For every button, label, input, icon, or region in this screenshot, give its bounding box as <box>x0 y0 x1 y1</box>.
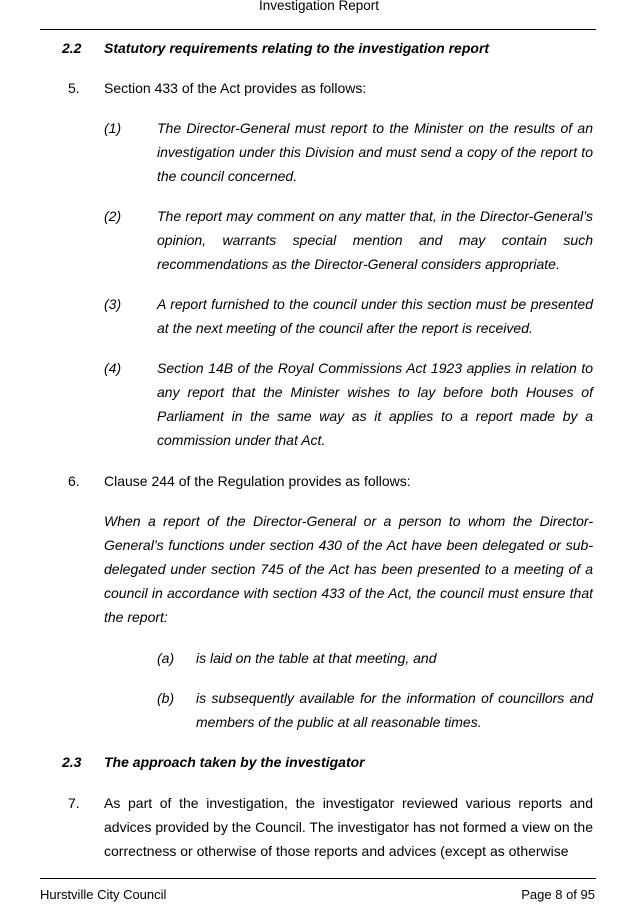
quoted-clause: When a report of the Director-General or a person to whom the Director-General’s functions under section 430 of the Act have been delegated or sub-delegated under section 745 of the Act has been presented to a meeting of a council in accordance with section 433 of the Act, the council must ensure that the report: <box>104 513 593 625</box>
section-heading: Statutory requirements relating to the investigation report <box>104 40 490 56</box>
header-rule <box>40 29 596 30</box>
sub-item-text: The Director-General must report to the Minister on the results of an investigation under this Division and must send a copy of the report to the council concerned. <box>157 120 593 184</box>
sub-item-number: (b) <box>157 690 175 706</box>
sub-item-text: is laid on the table at that meeting, and <box>196 650 437 666</box>
paragraph-number: 5. <box>68 80 80 96</box>
sub-item-text: Section 14B of the Royal Commissions Act 1923 applies in relation to any report that the Minister wishes to lay before both Houses of Parliament in the same way as it applies to a report made by a commission under that Act. <box>157 360 593 448</box>
footer-rule <box>40 878 596 879</box>
sub-item-number: (2) <box>104 208 122 224</box>
sub-item-number: (1) <box>104 120 122 136</box>
sub-item-number: (3) <box>104 296 122 312</box>
sub-item-number: (a) <box>157 650 175 666</box>
paragraph-number: 7. <box>68 795 80 811</box>
section-number: 2.3 <box>62 754 82 770</box>
paragraph-text: Section 433 of the Act provides as follows: <box>104 80 367 96</box>
page-number: Page 8 of 95 <box>521 887 595 902</box>
paragraph-text: Clause 244 of the Regulation provides as follows: <box>104 473 411 489</box>
paragraph-number: 6. <box>68 473 80 489</box>
sub-item-text: is subsequently available for the information of councillors and members of the public at all reasonable times. <box>196 690 593 730</box>
paragraph-text: As part of the investigation, the investigator reviewed various reports and advices provided by the Council. The investigator has not formed a view on the correctness or otherwise of those reports and advices (except as otherwise <box>104 795 593 859</box>
section-number: 2.2 <box>62 40 82 56</box>
page-header-title: Investigation Report <box>258 0 380 13</box>
footer-organisation: Hurstville City Council <box>40 887 167 902</box>
sub-item-number: (4) <box>104 360 122 376</box>
sub-item-text: A report furnished to the council under this section must be presented at the next meeting of the council after the report is received. <box>157 296 593 336</box>
section-heading: The approach taken by the investigator <box>104 754 365 770</box>
sub-item-text: The report may comment on any matter that, in the Director-General’s opinion, warrants special mention and may contain such recommendations as the Director-General considers appropriate. <box>157 208 593 272</box>
